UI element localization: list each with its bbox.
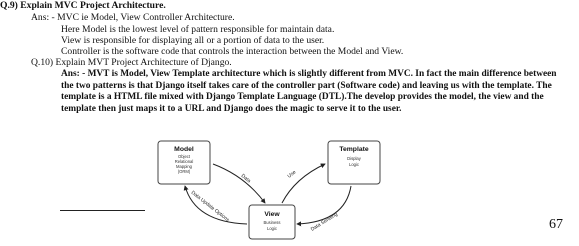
q9-answer-intro: Ans: - MVC ie Model, View Controller Architecture.	[31, 12, 235, 23]
model-box	[158, 141, 210, 184]
view-sub: Logic	[266, 226, 278, 231]
model-title: Model	[174, 146, 194, 153]
template-title: Template	[339, 146, 369, 153]
view-title: View	[264, 211, 280, 218]
model-sub: Relational	[174, 159, 194, 164]
mvt-diagram	[155, 138, 387, 242]
q10-question: Q.10) Explain MVT Project Architecture of Django.	[31, 57, 232, 68]
q10-answer-line: Ans: - MVT is Model, View Template architecture which is slightly different from MVC. In fact the main difference between	[61, 69, 557, 79]
q10-answer-line: template is a HTML file mixed with Django Template Language (DTL).The develop provides the model, the view and the	[61, 92, 544, 103]
q10-answer-line: the two patterns is that Django itself takes care of the controller part (Software code) and leaving us with the template. The	[61, 80, 552, 91]
model-to-view-arrow	[213, 164, 265, 203]
model-sub: Object	[177, 154, 191, 159]
q9-point-2: View is responsible for displaying all or a portion of data to the user.	[61, 35, 325, 46]
model-sub: Mapping	[175, 164, 193, 169]
model-to-view-label: Data	[239, 172, 252, 185]
footnote-rule	[60, 210, 145, 211]
page-number: 67	[549, 217, 563, 232]
bottom-right-label: Data Sending	[309, 211, 339, 233]
view-to-template-label: Use	[286, 169, 298, 180]
model-sub: (ORM)	[177, 169, 191, 174]
q10-answer-line: template then just maps it to a URL and Django does the magic to serve it to the user.	[61, 103, 402, 114]
q9-question: Q.9) Explain MVC Project Architecture.	[0, 0, 166, 11]
template-box	[328, 141, 380, 184]
view-box	[249, 205, 295, 239]
q9-point-1: Here Model is the lowest level of pattern responsible for maintain data.	[61, 24, 335, 35]
q10-answer	[61, 69, 566, 115]
q9-point-3: Controller is the software code that controls the interaction between the Model and View.	[61, 46, 404, 57]
view-sub: Business	[263, 220, 281, 225]
template-sub: Logic	[348, 162, 360, 167]
view-to-template-arrow	[282, 164, 325, 203]
template-sub: Display	[347, 156, 361, 161]
bottom-left-label: Data Update Options	[189, 189, 231, 224]
